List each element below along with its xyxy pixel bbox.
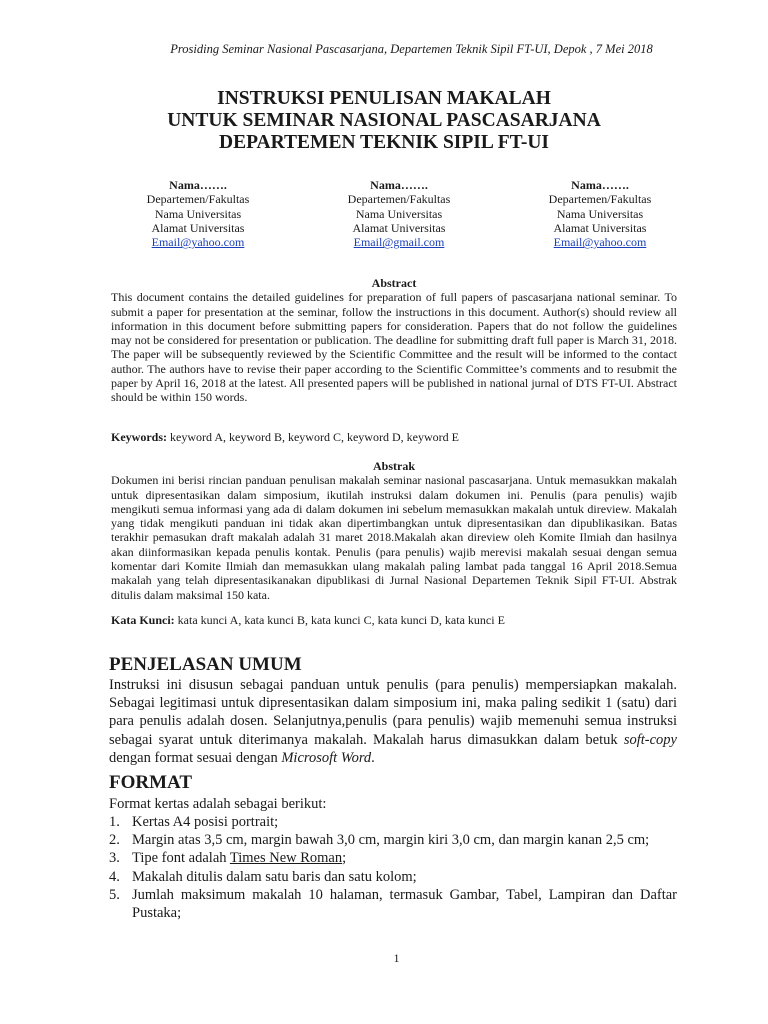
title-line-3: DEPARTEMEN TEKNIK SIPIL FT-UI [219,132,549,153]
font-name-underlined: Times New Roman [229,850,343,867]
list-item-number: 1. [109,814,120,830]
abstrak-section [111,459,677,602]
author-block [98,178,700,249]
list-item [109,813,677,831]
list-item-text: Margin atas 3,5 cm, margin bawah 3,0 cm, margin kiri 3,0 cm, dan margin kanan 2,5 cm; [132,832,650,849]
umum-text-part-3: . [371,749,375,766]
author-2 [299,178,499,249]
list-item [109,849,677,867]
author-address: Alamat Universitas [151,220,245,235]
abstract-section [111,276,677,405]
abstrak-heading: Abstrak [372,459,415,473]
kata-kunci-line [111,613,677,627]
umum-text-part-1: Instruksi ini disusun sebagai panduan untuk penulis (para penulis) mempersiapkan makalah. Sebagai legitimasi untuk dipresentasikan dalam simposium ini, maka paling sedikit 1 (satu) dari para penulis adalah dosen. Selanjutnya,penulis (para penulis) wajib memenuhi semua instruksi sebagai syarat untuk diterimanya makalah. Makalah harus dimasukkan dalam betuk [109,677,677,748]
author-address: Alamat Universitas [553,220,647,235]
keywords-line [111,430,677,444]
list-item-number: 5. [109,886,120,903]
author-1 [98,178,298,249]
list-item-number: 3. [109,850,120,867]
author-university: Nama Universitas [154,206,242,221]
author-name: Nama……. [571,178,629,192]
list-item-text: Makalah ditulis dalam satu baris dan satu kolom; [132,868,417,885]
kata-kunci-value: kata kunci A, kata kunci B, kata kunci C, kata kunci D, kata kunci E [174,613,505,627]
list-item-text: Tipe font adalah [132,850,230,867]
author-email-link[interactable]: Email@gmail.com [353,235,445,250]
abstract-heading: Abstract [371,276,417,290]
author-name: Nama……. [370,178,428,192]
section-heading-format: FORMAT [109,772,193,793]
author-3 [500,178,700,249]
author-name: Nama……. [169,178,227,192]
author-email-link[interactable]: Email@yahoo.com [151,235,245,250]
softcopy-term: soft-copy [623,731,677,748]
author-address: Alamat Universitas [352,220,446,235]
abstrak-text: Dokumen ini berisi rincian panduan penulisan makalah seminar nasional pascasarjana. Untuk memasukkan makalah untuk dipresentasikan dalam simposium, ikutilah instruksi dalam dokumen ini. Penulis (para penulis) wajib mengikuti semua informasi yang ada di dalam dokumen ini sebelum memasukkan makalah untuk direview. Makalah yang tidak mengikuti panduan ini tidak akan dipertimbangkan untuk dipresentasikan dan dipublikasikan. Batas terakhir pemasukan draft makalah adalah 31 maret 2018.Makalah akan direview oleh Komite Ilmiah dan hasilnya akan diinformasikan kepada penulis kontak. Penulis (para penulis) wajib merevisi makalah sesuai dengan semua komentar dari Komite Ilmiah dan memasukkan ulang makalah paling lambat pada tanggal 16 April 2018.Semua makalah yang telah dipresentasikanakan dipublikasi di Jurnal Nasional Departemen Teknik Sipil FT-UI. Abstrak ditulis dalam maksimal 150 kata. [111,473,677,602]
title-line-2: UNTUK SEMINAR NASIONAL PASCASARJANA [167,110,601,131]
list-item [109,886,677,922]
paper-title [0,88,768,154]
title-line-1: INSTRUKSI PENULISAN MAKALAH [217,88,551,109]
kata-kunci-label: Kata Kunci: [111,613,175,627]
author-university: Nama Universitas [355,206,443,221]
author-university: Nama Universitas [556,206,644,221]
author-email-link[interactable]: Email@yahoo.com [553,235,647,250]
list-item-number: 4. [109,868,120,885]
list-item-text: Jumlah maksimum makalah 10 halaman, termasuk Gambar, Tabel, Lampiran dan Daftar Pustaka; [132,886,677,922]
keywords-value: keyword A, keyword B, keyword C, keyword D, keyword E [167,430,459,444]
running-header: Prosiding Seminar Nasional Pascasarjana, Departemen Teknik Sipil FT-UI, Depok , 7 Mei 2018 [170,42,653,56]
list-item-number: 2. [109,832,120,849]
list-item [109,868,677,886]
section-heading-penjelasan-umum: PENJELASAN UMUM [109,654,302,675]
abstract-text: This document contains the detailed guidelines for preparation of full papers of pascasarjana national seminar. To submit a paper for presentation at the seminar, follow the instructions in this document. Author(s) should review all information in this document before submitting papers for consideration. Papers that do not follow the guidelines may not be considered for presentation or publication. The deadline for submitting draft full paper is March 31, 2018. The paper will be subsequently reviewed by the Scientific Committee and the result will be informed to the contact author. The authors have to revise their paper according to the Scientific Committee’s comments and to resubmit the paper by April 16, 2018 at the latest. All presented papers will be published in national jurnal of DTS FT-UI. Abstract should be within 150 words. [111,290,677,405]
list-item-text-end: ; [342,850,347,867]
umum-text-part-2: dengan format sesuai dengan [109,749,282,766]
author-department: Departemen/Fakultas [146,192,250,207]
msword-term: Microsoft Word [281,749,372,766]
list-item-text: Kertas A4 posisi portrait; [132,814,279,830]
format-list [109,813,677,922]
keywords-label: Keywords: [111,430,167,444]
page-number: 1 [393,951,400,965]
list-item [109,831,677,849]
author-department: Departemen/Fakultas [347,192,451,207]
author-department: Departemen/Fakultas [548,192,652,207]
section-body-penjelasan-umum [109,676,677,767]
format-intro: Format kertas adalah sebagai berikut: [109,796,327,812]
